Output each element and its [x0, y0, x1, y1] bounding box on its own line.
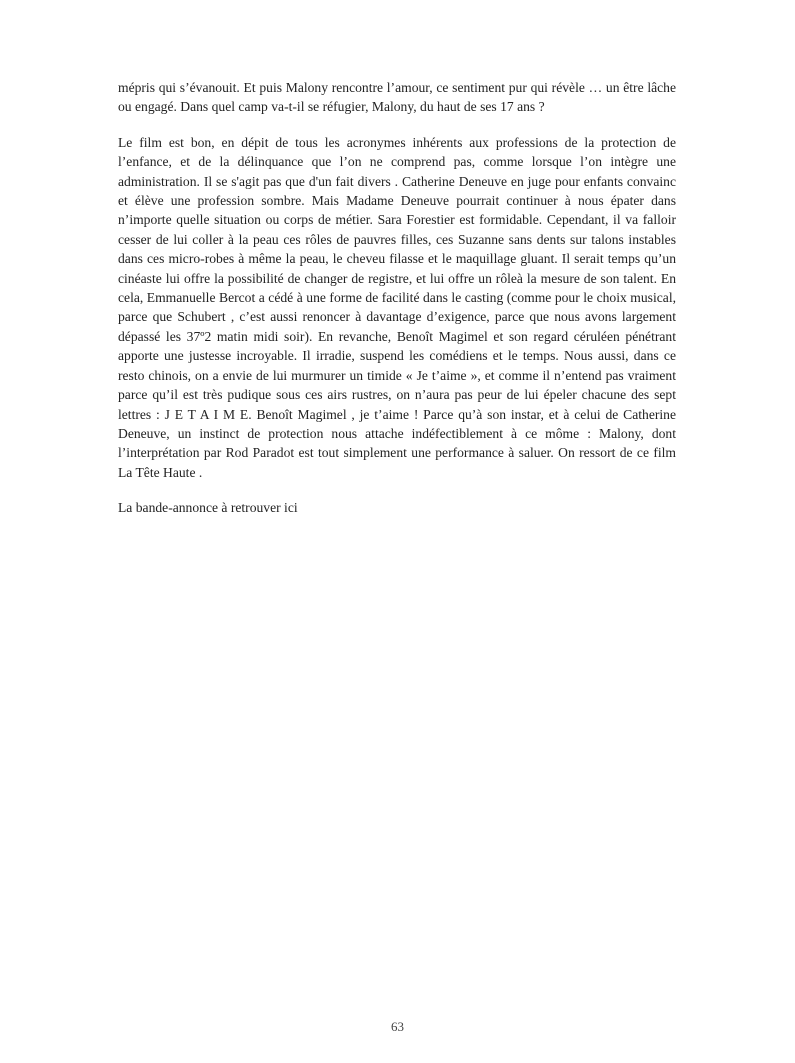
- paragraph-trailer: La bande-annonce à retrouver ici: [118, 500, 298, 516]
- document-body: [118, 78, 676, 534]
- paragraph-intro: mépris qui s’évanouit. Et puis Malony rencontre l’amour, ce sentiment pur qui révèle … un être lâche ou engagé. Dans quel camp va-t-il se réfugier, Malony, du haut de ses 17 ans ?: [118, 80, 676, 115]
- page-number: 63: [391, 1019, 404, 1034]
- paragraph-review: Le film est bon, en dépit de tous les acronymes inhérents aux professions de la protection de l’enfance, et de la délinquance que l’on ne comprend pas, comme lorsque l’on intègre une administration. Il se s'agit pas que d'un fait divers . Catherine Deneuve en juge pour enfants convainc et élève une profession sombre. Mais Madame Deneuve pourrait continuer à nous épater dans n’importe quelle situation ou corps de métier. Sara Forestier est formidable. Cependant, il va falloir cesser de lui coller à la peau ces rôles de pauvres filles, ces Suzanne sans dents sur talons instables dans ces micro-robes à même la peau, le cheveu filasse et le maquillage gluant. Il serait temps qu’un cinéaste lui offre la possibilité de changer de registre, et lui offre un rôleà la mesure de son talent. En cela, Emmanuelle Bercot a cédé à une forme de facilité dans le casting (comme pour le choix musical, parce que Schubert , c’est aussi renoncer à davantage d’exigence, parce que nous avons largement dépassé les 37º2 matin midi soir). En revanche, Benoît Magimel et son regard céruléen pénétrant apporte une justesse incroyable. Il irradie, suspend les comédiens et le temps. Nous aussi, dans ce resto chinois, on a envie de lui murmurer un timide « Je t’aime », et comme il n’entend pas vraiment parce qu’il est très pudique sous ces airs rustres, on n’aura pas peur de lui épeler chacune des sept lettres : J E T A I M E. Benoît Magimel , je t’aime ! Parce qu’à son instar, et à celui de Catherine Deneuve, un instinct de protection nous attache indéfectiblement à ce môme : Malony, dont l’interprétation par Rod Paradot est tout simplement une performance à saluer. On ressort de ce film La Tête Haute .: [118, 134, 676, 480]
